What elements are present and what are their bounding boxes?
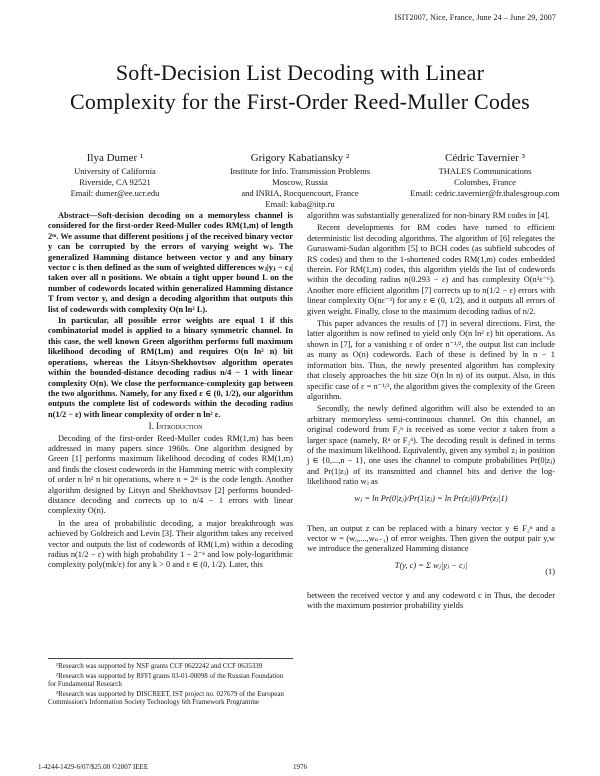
- right-paragraph-2: This paper advances the results of [7] in several directions. First, the latter algorithm is now refined to yield only O(n ln² ε) bit operations. As shown in [7], for a vanishing ε of order n⁻¹/², the output list can include as many as O(n) codewords. Each of these is defined by ln n − 1 information bits. Thus, the newly presented algorithm has complexity that closely approaches the bit size O(n ln n) of its output. Also, in this specific case of ε = n⁻¹/², the algorithm gives the complexity of the Green algorithm.: [307, 319, 555, 401]
- author-1-affiliation: University of California: [74, 166, 156, 176]
- abstract: [48, 211, 293, 420]
- right-paragraph-5: between the received vector y and any codeword c in Thus, the decoder with the maximum posterior probability yields: [307, 590, 555, 611]
- author-2: [205, 151, 395, 210]
- author-3-affiliation: THALES Communications: [438, 166, 532, 176]
- author-1-name: Ilya Dumer ¹: [86, 152, 144, 164]
- right-paragraph-1: Recent developments for RM codes have turned to efficient deterministic list decoding algorithms. The algorithm of [6] relegates the Guruswami-Sudan algorithm [5] to BCH codes (as subfield subcodes of RS codes) and then to the 1-shortened codes RM(1,m) codes embedded therein. For RM(1,m) codes, this algorithm yields the list of codewords within the decoding radius n(0.293 − ε) and has complexity O(n³ε⁻⁶). Another more efficient algorithm [7] corrects up to n(1/2 − ε) errors with linear complexity O(nε⁻³) for any ε ∈ (0, 1/2), and it outputs all errors of given weight. Finally, close to the maximum decoding radius of n/2.: [307, 223, 555, 316]
- right-paragraph-4: Then, an output z can be replaced with a binary vector y ∈ F₂ⁿ and a vector w = (w₀,...,wₙ₋₁) of error weights. Then given the output pair y,w we introduce the generalized Hamming distance: [307, 523, 555, 554]
- equation-2-text: T(y, c) = Σ wⱼ|yⱼ − cⱼ|: [394, 560, 468, 570]
- author-2-affiliation-2: and INRIA, Rocquencourt, France: [241, 188, 359, 198]
- author-3-email: Email: cedric.tavernier@fr.thalesgroup.com: [410, 188, 560, 198]
- conference-header: ISIT2007, Nice, France, June 24 – June 29, 2007: [394, 13, 556, 22]
- title-line-1: Soft-Decision List Decoding with Linear: [115, 60, 485, 85]
- author-1-email: Email: dumer@ee.ucr.edu: [70, 188, 160, 198]
- footer-page-number: 1976: [293, 763, 307, 771]
- section-heading-introduction: I. Introduction: [148, 421, 203, 432]
- footnote-3: ³Research was supported by DISCREET, IST project no. 027679 of the European Commission's Information Society Technology 6th Framework Programme: [48, 689, 284, 707]
- title-line-2: Complexity for the First-Order Reed-Muller Codes: [70, 89, 530, 114]
- footer-copyright: 1-4244-1429-6/07/$25.00 ©2007 IEEE: [38, 763, 149, 771]
- footnote-1: ¹Research was supported by NSF grants CCF 0622242 and CCF 0635339: [56, 662, 263, 670]
- author-3-location: Colombes, France: [454, 177, 516, 187]
- right-column: [307, 211, 555, 614]
- author-2-name: Grigory Kabatiansky ²: [250, 152, 350, 164]
- author-3-name: Cédric Tavernier ³: [445, 152, 525, 164]
- author-1-location: Riverside, CA 92521: [79, 177, 151, 187]
- equation-1-text: wⱼ = ln Pr(0|zⱼ)/Pr(1|zⱼ) = ln Pr(zⱼ|0)/Pr(zⱼ|1): [354, 493, 508, 503]
- equation-log-likelihood: [307, 494, 555, 518]
- footnotes: [48, 658, 293, 708]
- equation-number: (1): [545, 566, 555, 576]
- abstract-paragraph-1: Abstract—Soft-decision decoding on a memoryless channel is considered for the first-order Reed-Muller codes RM(1,m) of length 2ᵐ. We assume that different positions j of the received binary vector y can be corrupted by the errors of varying weight wⱼ. The generalized Hamming distance between vector y and any binary vector c is then defined as the sum of weighted differences wⱼ|yⱼ − cⱼ| taken over all n positions. We obtain a tight upper bound L on the number of codewords located within generalized Hamming distance T from vector y, and design a decoding algorithm that outputs this list of codewords with complexity O(n ln² L).: [48, 211, 293, 314]
- left-column: [48, 211, 293, 573]
- right-paragraph-3: Secondly, the newly defined algorithm will also be extended to an arbitrary memoryless semi-continuous channel. On this channel, an original codeword from F₂ⁿ is received as some vector z taken from a larger space (namely, Rⁿ or F₂ⁿ). The decoding result is defined in terms of the maximum likelihood. Equivalently, given any symbol zⱼ in position j ∈ {0,...,n − 1}, one uses the channel to compute probabilities Pr(0|zⱼ) and Pr(1|zⱼ) of its transmitted and channel bits and derive the log-likelihood ratio wⱼ as: [307, 404, 555, 487]
- author-2-location: Moscow, Russia: [272, 177, 328, 187]
- footnote-2: ²Research was supported by RFFI grants 03-01-00098 of the Russian Foundation for Fundamental Research: [48, 671, 284, 689]
- author-3: [405, 151, 565, 199]
- intro-paragraph-1: Decoding of the first-order Reed-Muller codes RM(1,m) has been addressed in many papers since 1960s. One algorithm designed by Green [1] performs maximum likelihood decoding of codes RM(1,m) and finds the closest codewords in the Hamming metric with complexity of order n ln² n bit operations, where n = 2ᵐ is the code length. Another algorithm designed by Litsyn and Shekhovtsov [2] performs bounded-distance decoding and corrects up to n/4 − 1 errors with linear complexity O(n).: [48, 433, 293, 516]
- author-2-email: Email: kaba@iitp.ru: [265, 199, 335, 209]
- right-paragraph-continued: algorithm was substantially generalized for non-binary RM codes in [4].: [307, 211, 550, 220]
- equation-generalized-distance: [307, 561, 555, 585]
- abstract-paragraph-2: In particular, all possible error weights are equal 1 if this combinatorial model is applied to a binary symmetric channel. In this case, the well known Green algorithm performs full maximum likelihood decoding of RM(1,m) and requires O(n ln² n) bit operations, whereas the Litsyn-Shekhovtsov algorithm operates within the bounded-distance decoding radius n/4 − 1 with linear complexity O(n). We close the performance-complexity gap between the two algorithms. Namely, for any fixed ε ∈ (0, 1/2), our algorithm outputs the complete list of codewords within the decoding radius n(1/2 − ε) with linear complexity of order n ln² ε.: [48, 316, 293, 419]
- author-2-affiliation: Institute for Info. Transmission Problems: [229, 166, 371, 176]
- author-1: [40, 151, 190, 199]
- intro-paragraph-2: In the area of probabilistic decoding, a major breakthrough was achieved by Goldreich and Levin [3]. Their algorithm takes any received vector and outputs the list of codewords of RM(1,m) within a decoding radius n(1/2 − ε) with high probability 1 − 2⁻ᵏ and low poly-logarithmic complexity poly(mk/ε) for any k > 0 and ε ∈ (0, 1/2). Later, this: [48, 518, 293, 570]
- paper-title: [0, 58, 600, 116]
